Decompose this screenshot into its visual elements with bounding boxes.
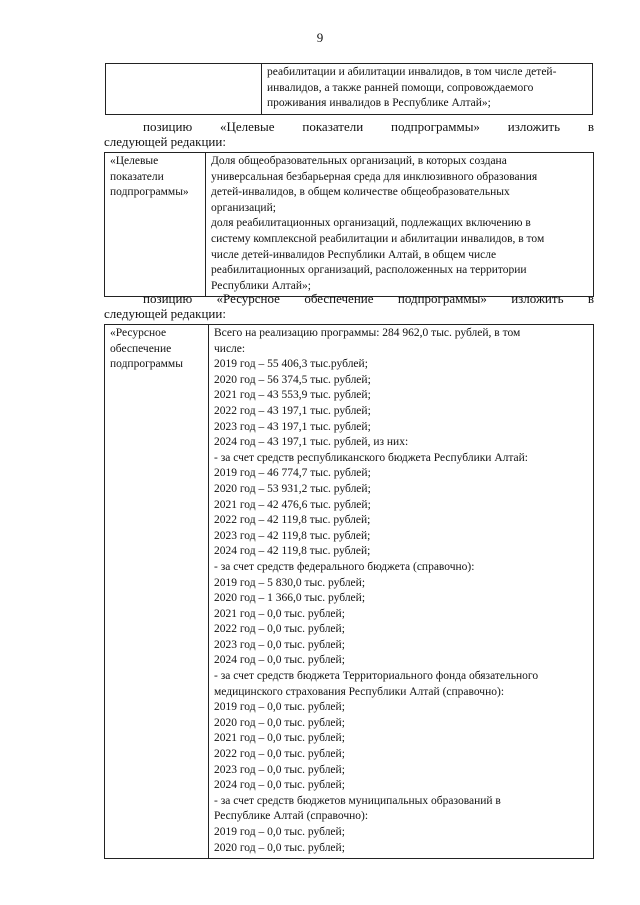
text-line: 2019 год – 0,0 тыс. рублей; xyxy=(214,826,345,838)
text-line: 2019 год – 5 830,0 тыс. рублей; xyxy=(214,576,366,589)
text-line: числе: xyxy=(214,342,246,355)
text-line: 2023 год – 42 119,8 тыс. рублей; xyxy=(214,529,371,542)
text-line: 2019 год – 0,0 тыс. рублей; xyxy=(214,701,345,714)
text-line: 2021 год – 0,0 тыс. рублей; xyxy=(214,607,345,620)
text-line: инвалидов, а также ранней помощи, сопровождаемого xyxy=(267,81,534,94)
text-line: 2022 год – 42 119,8 тыс. рублей; xyxy=(214,514,371,527)
text-line: 2020 год – 53 931,2 тыс. рублей; xyxy=(214,482,371,495)
text-line: 2019 год – 55 406,3 тыс.рублей; xyxy=(214,358,368,371)
text-line: - за счет средств республиканского бюджета Республики Алтай: xyxy=(214,451,529,464)
table-row xyxy=(105,153,594,297)
paragraph-targets-instruction xyxy=(104,119,594,149)
paragraph-line: следующей редакции: xyxy=(104,306,226,321)
table-cell-rehabilitation-text xyxy=(262,64,593,115)
paragraph-line: позицию «Ресурсное обеспечение подпрограммы» изложить в xyxy=(143,291,594,306)
text-line: проживания инвалидов в Республике Алтай»; xyxy=(267,97,491,110)
text-line: Всего на реализацию программы: 284 962,0 тыс. рублей, в том xyxy=(214,327,521,339)
table-cell-label: «Целевые показатели подпрограммы» xyxy=(105,153,206,297)
paragraph-line: позицию «Целевые показатели подпрограммы» изложить в xyxy=(143,119,594,134)
table-row xyxy=(106,64,593,115)
text-line: 2020 год – 0,0 тыс. рублей; xyxy=(214,841,345,854)
table-cell-empty xyxy=(106,64,262,115)
text-line: 2022 год – 0,0 тыс. рублей; xyxy=(214,623,345,636)
text-line: Доля общеобразовательных организаций, в которых создана xyxy=(211,155,507,167)
text-line: Республики Алтай»; xyxy=(211,279,311,292)
text-line: 2023 год – 0,0 тыс. рублей; xyxy=(214,638,345,651)
text-line: 2023 год – 43 197,1 тыс. рублей; xyxy=(214,420,371,433)
text-line: 2022 год – 43 197,1 тыс. рублей; xyxy=(214,404,371,417)
text-line: универсальная безбарьерная среда для инклюзивного образования xyxy=(211,170,538,183)
text-line: медицинского страхования Республики Алтай (справочно): xyxy=(214,685,505,698)
text-line: реабилитации и абилитации инвалидов, в том числе детей- xyxy=(267,66,557,78)
page-number: 9 xyxy=(316,30,324,45)
text-line: организаций; xyxy=(211,201,276,214)
table-row xyxy=(105,325,594,859)
table-cell-resources-text xyxy=(209,325,594,859)
text-line: 2024 год – 42 119,8 тыс. рублей; xyxy=(214,545,371,558)
text-line: 2024 год – 0,0 тыс. рублей; xyxy=(214,654,345,667)
text-line: 2021 год – 43 553,9 тыс. рублей; xyxy=(214,389,371,402)
text-line: реабилитационных организаций, расположенных на территории xyxy=(211,264,527,277)
text-line: - за счет средств бюджетов муниципальных образований в xyxy=(214,794,501,807)
table-cell-label: «Ресурсное обеспечение подпрограммы xyxy=(105,325,209,859)
text-line: 2024 год – 43 197,1 тыс. рублей, из них: xyxy=(214,436,409,449)
text-line: 2023 год – 0,0 тыс. рублей; xyxy=(214,763,345,776)
text-line: 2021 год – 0,0 тыс. рублей; xyxy=(214,732,345,745)
text-line: Республике Алтай (справочно): xyxy=(214,810,369,823)
text-line: детей-инвалидов, в общем количестве общеобразовательных xyxy=(211,186,510,199)
text-line: доля реабилитационных организаций, подлежащих включению в xyxy=(211,217,531,230)
text-line: числе детей-инвалидов Республики Алтай, в общем числе xyxy=(211,248,497,261)
table-resources xyxy=(104,324,594,859)
text-line: 2020 год – 1 366,0 тыс. рублей; xyxy=(214,592,366,605)
text-line: - за счет средств бюджета Территориального фонда обязательного xyxy=(214,670,539,683)
text-line: 2024 год – 0,0 тыс. рублей; xyxy=(214,779,345,792)
paragraph-resources-instruction xyxy=(104,291,594,321)
text-line: 2021 год – 42 476,6 тыс. рублей; xyxy=(214,498,371,511)
text-line: 2020 год – 56 374,5 тыс. рублей; xyxy=(214,373,371,386)
table-cell-targets-text xyxy=(206,153,594,297)
table-top-fragment xyxy=(105,63,593,115)
text-line: 2022 год – 0,0 тыс. рублей; xyxy=(214,748,345,761)
text-line: - за счет средств федерального бюджета (справочно): xyxy=(214,560,475,573)
text-line: 2019 год – 46 774,7 тыс. рублей; xyxy=(214,467,371,480)
paragraph-line: следующей редакции: xyxy=(104,134,226,149)
table-targets xyxy=(104,152,594,297)
text-line: 2020 год – 0,0 тыс. рублей; xyxy=(214,716,345,729)
text-line: систему комплексной реабилитации и абилитации инвалидов, в том xyxy=(211,232,545,245)
